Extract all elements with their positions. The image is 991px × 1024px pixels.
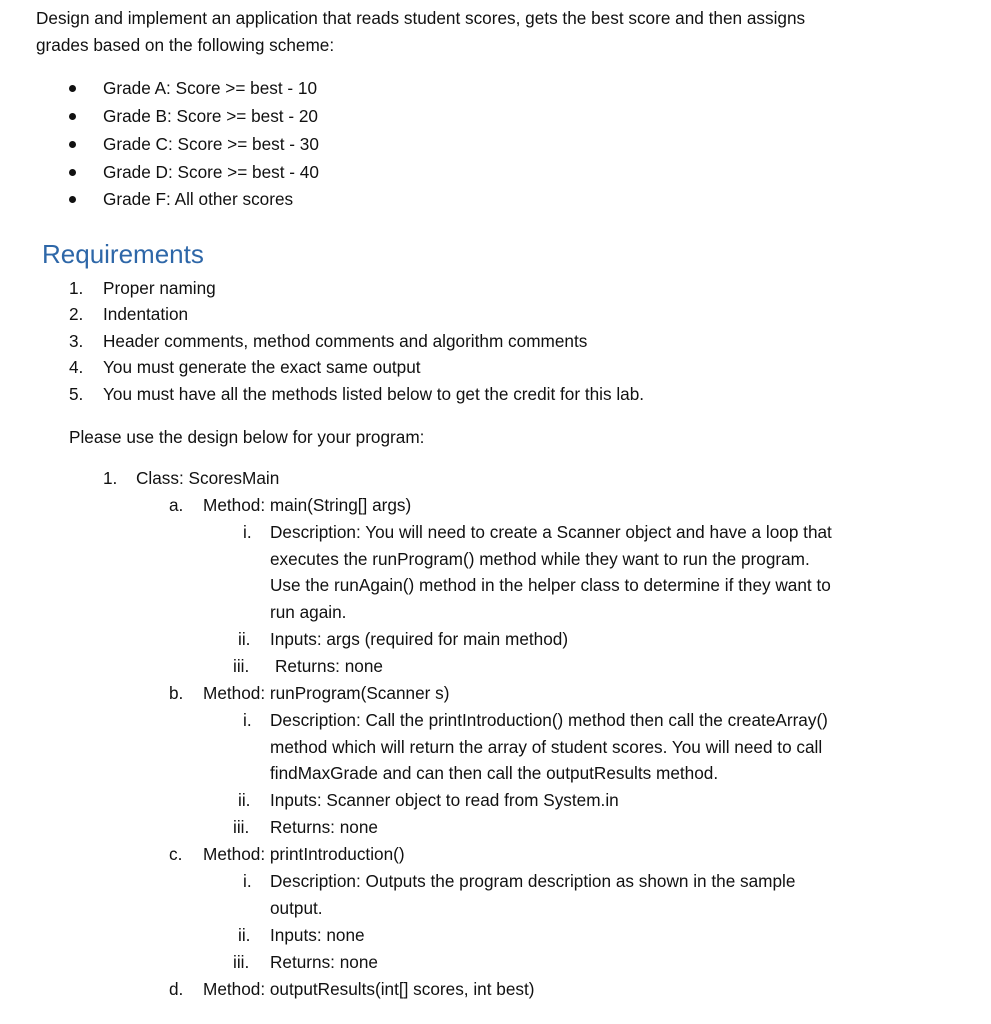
returns-line: Returns: none: [270, 952, 378, 972]
list-number: 4.: [69, 357, 84, 377]
description-line: executes the runProgram() method while they want to run the program.: [270, 549, 810, 569]
bullet-icon: [69, 85, 76, 92]
requirement-item: Proper naming: [103, 278, 216, 298]
bullet-icon: [69, 169, 76, 176]
requirement-item: Header comments, method comments and algorithm comments: [103, 331, 588, 351]
bullet-icon: [69, 196, 76, 203]
roman-numeral: i.: [243, 522, 252, 542]
description-line: output.: [270, 898, 323, 918]
design-note: Please use the design below for your program:: [69, 427, 425, 447]
grade-item: Grade A: Score >= best - 10: [103, 78, 318, 98]
grade-item: Grade D: Score >= best - 40: [103, 162, 319, 182]
inputs-line: Inputs: Scanner object to read from System.in: [270, 790, 619, 810]
inputs-line: Inputs: none: [270, 925, 365, 945]
list-number: 5.: [69, 384, 84, 404]
grade-item: Grade C: Score >= best - 30: [103, 134, 319, 154]
list-number: 2.: [69, 304, 84, 324]
description-line: Description: Call the printIntroduction() method then call the createArray(): [270, 710, 828, 730]
bullet-icon: [69, 141, 76, 148]
description-line: Use the runAgain() method in the helper class to determine if they want to: [270, 575, 831, 595]
requirement-item: You must generate the exact same output: [103, 357, 421, 377]
list-number: 3.: [69, 331, 84, 351]
roman-numeral: iii.: [233, 952, 250, 972]
intro-line-1: Design and implement an application that reads student scores, gets the best score and then assigns: [36, 8, 806, 28]
roman-numeral: i.: [243, 871, 252, 891]
bullet-icon: [69, 113, 76, 120]
list-number: 1.: [69, 278, 84, 298]
grade-item: Grade B: Score >= best - 20: [103, 106, 318, 126]
description-line: run again.: [270, 602, 347, 622]
method-label: Method: outputResults(int[] scores, int best): [203, 979, 535, 999]
method-letter: c.: [169, 844, 183, 864]
roman-numeral: iii.: [233, 656, 250, 676]
returns-line: Returns: none: [270, 817, 378, 837]
method-letter: b.: [169, 683, 184, 703]
requirement-item: You must have all the methods listed below to get the credit for this lab.: [103, 384, 645, 404]
method-label: Method: printIntroduction(): [203, 844, 405, 864]
roman-numeral: i.: [243, 710, 252, 730]
description-line: findMaxGrade and can then call the outputResults method.: [270, 763, 719, 783]
requirement-item: Indentation: [103, 304, 189, 324]
inputs-line: Inputs: args (required for main method): [270, 629, 569, 649]
roman-numeral: iii.: [233, 817, 250, 837]
method-label: Method: main(String[] args): [203, 495, 412, 515]
description-line: Description: Outputs the program description as shown in the sample: [270, 871, 796, 891]
class-label: Class: ScoresMain: [136, 468, 280, 488]
roman-numeral: ii.: [238, 629, 251, 649]
method-letter: a.: [169, 495, 184, 515]
intro-line-2: grades based on the following scheme:: [36, 35, 335, 55]
method-letter: d.: [169, 979, 184, 999]
list-number: 1.: [103, 468, 118, 488]
description-line: method which will return the array of student scores. You will need to call: [270, 737, 823, 757]
description-line: Description: You will need to create a Scanner object and have a loop that: [270, 522, 832, 542]
roman-numeral: ii.: [238, 790, 251, 810]
grade-item: Grade F: All other scores: [103, 189, 294, 209]
roman-numeral: ii.: [238, 925, 251, 945]
returns-line: Returns: none: [275, 656, 383, 676]
method-label: Method: runProgram(Scanner s): [203, 683, 450, 703]
requirements-heading: Requirements: [42, 239, 204, 269]
